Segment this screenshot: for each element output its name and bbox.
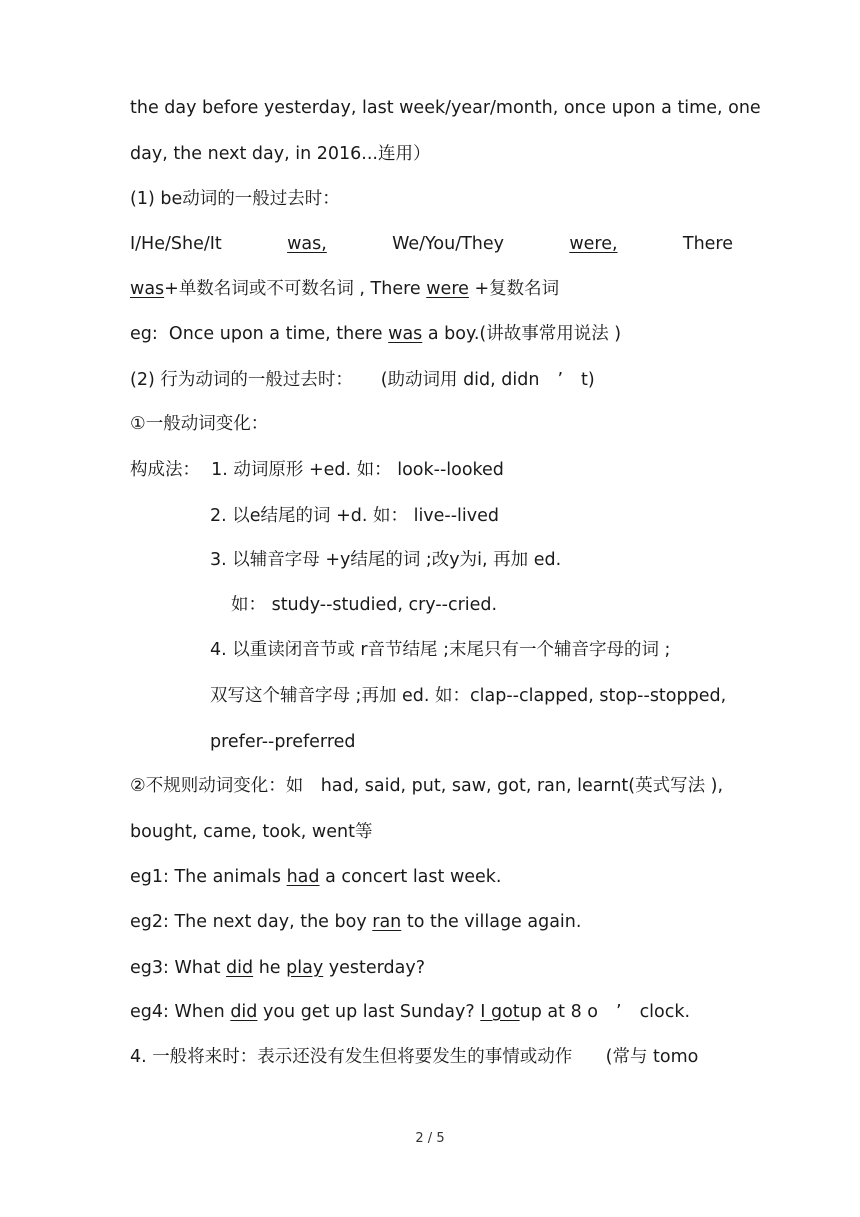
verb-did: did	[226, 958, 254, 978]
example-text: Once upon a time, there	[168, 324, 383, 344]
formation-label: 构成法：	[130, 460, 200, 480]
heading-be-past: (1) be动词的一般过去时：	[130, 189, 340, 209]
example-text: eg2: The next day, the boy	[130, 912, 367, 932]
example-2	[130, 910, 581, 934]
example-text: a boy.(讲故事常用说法 )	[427, 324, 622, 344]
singular-noun-rule: +单数名词或不可数名词	[164, 279, 354, 299]
example-text: eg1: The animals	[130, 867, 282, 887]
heading-regular-verbs: ①一般动词变化：	[130, 414, 269, 434]
rule-2	[210, 504, 499, 528]
verb-play: play	[286, 958, 324, 978]
subject-singular: I/He/She/It	[130, 234, 222, 254]
there-word: There	[682, 234, 733, 254]
example-4	[130, 1000, 690, 1024]
apostrophe: ’	[557, 370, 564, 390]
heading-text: (2) 行为动词的一般过去时：	[130, 370, 353, 390]
example-text: eg4: When	[130, 1002, 225, 1022]
subject-plural: We/You/They	[392, 234, 505, 254]
auxiliary-note-end: t)	[581, 370, 595, 390]
example-text: he	[258, 958, 281, 978]
verb-had: had	[286, 867, 320, 887]
rule-3-example-text: study--studied, cry--cried.	[271, 595, 498, 615]
heading-note: (常与 tomo	[605, 1047, 699, 1067]
be-was: was,	[287, 234, 327, 254]
example-text: yesterday?	[328, 958, 426, 978]
page-number: 2 / 5	[415, 1131, 445, 1146]
line-be-forms	[130, 232, 733, 256]
example-text: clock.	[639, 1002, 691, 1022]
there-was: was	[130, 279, 165, 299]
example-text: a concert last week.	[325, 867, 502, 887]
rule-3: 3. 以辅音字母 +y结尾的词 ;改y为i, 再加 ed.	[210, 550, 562, 570]
heading-action-verb-past	[130, 368, 595, 392]
example-text: up at 8 o	[519, 1002, 598, 1022]
rule-1	[130, 458, 504, 482]
there-were: were	[426, 279, 469, 299]
rule-1-text: 1. 动词原形 +ed. 如：	[211, 460, 392, 480]
line-time-words: the day before yesterday, last week/year/month, once upon a time, one	[130, 98, 761, 118]
example-text: you get up last Sunday?	[262, 1002, 475, 1022]
example-label: eg:	[130, 324, 158, 344]
rule-4-cont: 双写这个辅音字母 ;再加 ed. 如：clap--clapped, stop--stopped,	[210, 686, 727, 706]
rule-2-example: live--lived	[413, 506, 500, 526]
line-time-words-cont: day, the next day, in 2016...连用）	[130, 144, 431, 164]
apostrophe: ’	[615, 1002, 622, 1022]
example-text: to the village again.	[406, 912, 582, 932]
rule-1-example: look--looked	[397, 460, 504, 480]
heading-future-tense	[130, 1045, 698, 1069]
irregular-verbs: ②不规则动词变化：如 had, said, put, saw, got, ran, learnt(英式写法 ),	[130, 776, 724, 796]
auxiliary-note: (助动词用 did, didn	[380, 370, 540, 390]
example-3	[130, 956, 425, 980]
verb-did: did	[230, 1002, 258, 1022]
rule-4: 4. 以重读闭音节或 r音节结尾 ;末尾只有一个辅音字母的词 ;	[210, 640, 671, 660]
plural-noun-rule: +复数名词	[474, 279, 560, 299]
there-word: , There	[359, 279, 421, 299]
example-prefix: 如：	[231, 595, 266, 615]
example-was: was	[388, 324, 423, 344]
line-there-was	[130, 277, 559, 301]
irregular-verbs-cont: bought, came, took, went等	[130, 822, 373, 842]
example-1	[130, 865, 502, 889]
rule-4-example: prefer--preferred	[210, 732, 356, 752]
example-be-past	[130, 322, 621, 346]
rule-2-text: 2. 以e结尾的词 +d. 如：	[210, 506, 408, 526]
be-were: were,	[569, 234, 618, 254]
rule-3-example	[231, 593, 497, 617]
heading-text: 4. 一般将来时：表示还没有发生但将要发生的事情或动作	[130, 1047, 573, 1067]
verb-ran: ran	[372, 912, 402, 932]
answer-i-got: I got	[480, 1002, 520, 1022]
example-text: eg3: What	[130, 958, 221, 978]
